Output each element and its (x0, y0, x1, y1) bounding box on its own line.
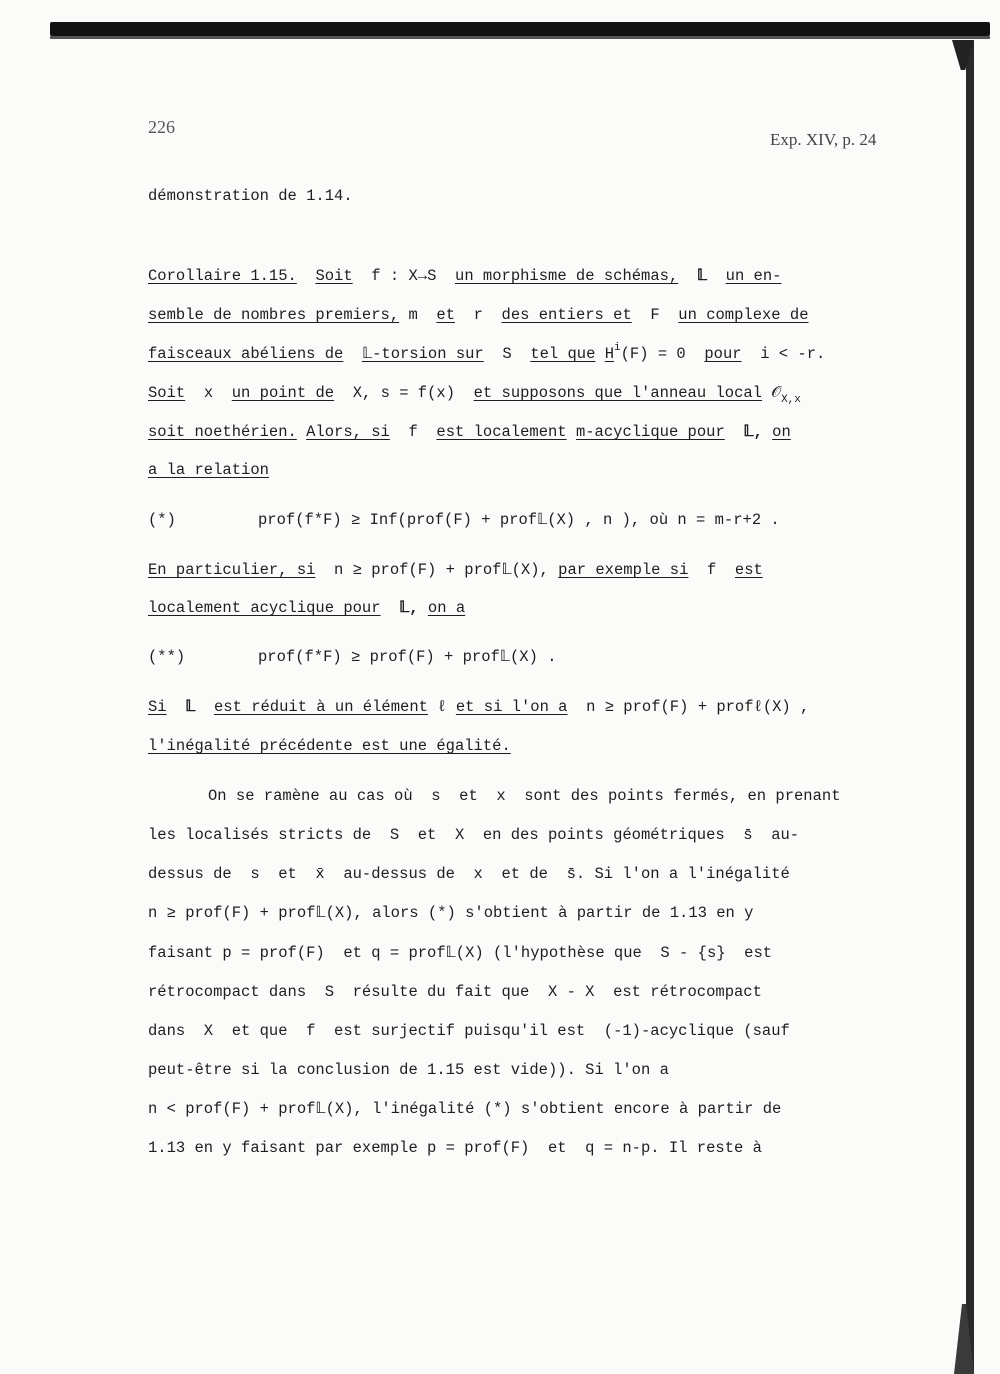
proof-line-1: On se ramène au cas où s et x sont des points fermés, en prenant (208, 787, 841, 805)
page-number: 226 (148, 117, 175, 137)
corollary-line-8: localement acyclique pour 𝕃, on a (148, 599, 466, 617)
proof-line-2: les localisés stricts de S et X en des points géométriques s̄ au- (148, 826, 800, 844)
corollary-line-6: a la relation (148, 461, 269, 479)
equation-2-label: (**) (148, 648, 186, 666)
corollary-label: Corollaire 1.15. (148, 267, 297, 285)
proof-line-7: dans X et que f est surjectif puisqu'il est (-1)-acyclique (sauf (148, 1022, 790, 1040)
corollary-line-1: Corollaire 1.15. Soit f : X→S un morphisme de schémas, 𝕃 un en- (148, 267, 782, 285)
equation-1: prof(f*F) ≥ Inf(prof(F) + prof𝕃(X) , n ), où n = m-r+2 . (258, 511, 780, 529)
proof-line-4: n ≥ prof(F) + prof𝕃(X), alors (*) s'obtient à partir de 1.13 en y (148, 904, 754, 922)
equation-1-label: (*) (148, 511, 176, 529)
equation-2: prof(f*F) ≥ prof(F) + prof𝕃(X) . (258, 648, 557, 666)
proof-line-9: n < prof(F) + prof𝕃(X), l'inégalité (*) s'obtient encore à partir de (148, 1100, 782, 1118)
corollary-line-2: semble de nombres premiers, m et r des entiers et F un complexe de (148, 306, 809, 324)
proof-line-6: rétrocompact dans S résulte du fait que X - X est rétrocompact (148, 983, 762, 1001)
proof-line-8: peut-être si la conclusion de 1.15 est vide)). Si l'on a (148, 1061, 669, 1079)
running-head: Exp. XIV, p. 24 (770, 130, 877, 149)
proof-line-10: 1.13 en y faisant par exemple p = prof(F) et q = n-p. Il reste à (148, 1139, 762, 1157)
corollary-line-3: faisceaux abéliens de 𝕃-torsion sur S tel que $H^i(F) = 0$ pour i < -r. (148, 342, 826, 363)
corollary-line-7: En particulier, si n ≥ prof(F) + prof𝕃(X), par exemple si f est (148, 561, 763, 579)
arrow-icon: → (417, 267, 428, 285)
text-line-1: démonstration de 1.14. (148, 187, 353, 205)
proof-line-3: dessus de s et x̄ au-dessus de x et de s̄. Si l'on a l'inégalité (148, 865, 790, 883)
scan-right-edge (966, 40, 974, 1374)
corollary-line-5: soit noethérien. Alors, si f est localement m-acyclique pour 𝕃, on (148, 423, 791, 441)
corollary-line-10: l'inégalité précédente est une égalité. (148, 737, 511, 755)
corollary-line-4: Soit x un point de X, s = f(x) et supposons que l'anneau local 𝒪$_{X,x}$ (148, 384, 801, 406)
proof-line-5: faisant p = prof(F) et q = prof𝕃(X) (l'hypothèse que S - {s} est (148, 944, 773, 962)
corollary-line-9: Si 𝕃 est réduit à un élément ℓ et si l'on a n ≥ prof(F) + profℓ(X) , (148, 698, 810, 716)
scan-top-edge (50, 22, 990, 36)
